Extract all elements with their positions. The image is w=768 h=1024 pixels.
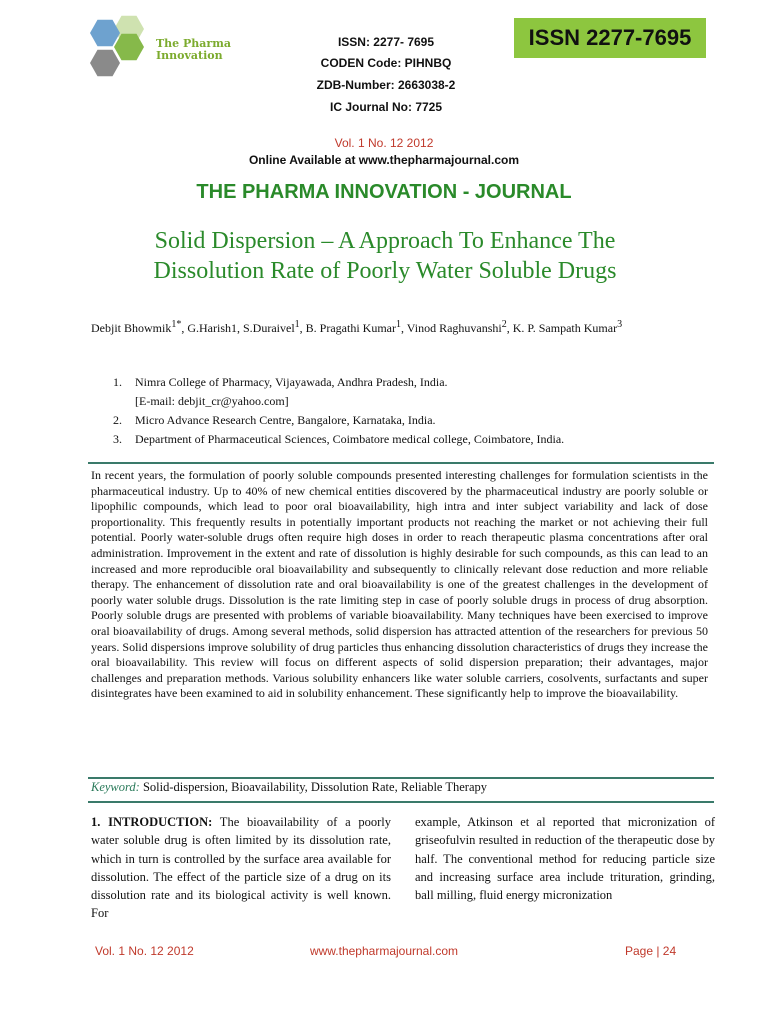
online-availability: Online Available at www.thepharmajournal.com bbox=[248, 153, 520, 167]
affiliation-num: 1. bbox=[113, 375, 122, 389]
affiliation-list bbox=[113, 373, 673, 449]
author-sup: 2 bbox=[501, 319, 507, 330]
footer-url[interactable]: www.thepharmajournal.com bbox=[309, 944, 459, 958]
paper-title-line1: Solid Dispersion – A Approach To Enhance The bbox=[154, 228, 616, 254]
author-sup: 3 bbox=[617, 319, 623, 330]
ic-line: IC Journal No: 7725 bbox=[329, 100, 443, 114]
logo-hex bbox=[90, 18, 120, 48]
author-list bbox=[91, 316, 691, 337]
abstract-bottom-rule bbox=[88, 777, 714, 779]
keywords bbox=[91, 780, 487, 795]
logo-name-line1: The Pharma bbox=[156, 37, 231, 50]
affiliation-item bbox=[113, 392, 673, 411]
journal-title: THE PHARMA INNOVATION - JOURNAL bbox=[196, 181, 572, 203]
affiliation-item bbox=[113, 430, 673, 449]
volume-line: Vol. 1 No. 12 2012 bbox=[334, 136, 434, 150]
author-sup: 1 bbox=[396, 319, 401, 330]
author-sup: 1 bbox=[294, 319, 300, 330]
intro-heading: 1. INTRODUCTION: bbox=[91, 815, 213, 829]
intro-left-column bbox=[91, 813, 391, 923]
affiliation-num: 2. bbox=[113, 413, 122, 427]
intro-left-text: The bioavailability of a poorly water soluble drug is often limited by its dissolution rate, which in turn is controlled by the surface area available for dissolution. The effect of the particle size of a drug on its dissolution rate and its biological activity is well known. For bbox=[91, 815, 391, 921]
keyword-label: Keyword: bbox=[91, 780, 140, 794]
logo-name-line2: Innovation bbox=[156, 49, 223, 62]
affiliation-item bbox=[113, 373, 673, 392]
keyword-list: Solid-dispersion, Bioavailability, Dissolution Rate, Reliable Therapy bbox=[142, 780, 488, 794]
zdb-line: ZDB-Number: 2663038-2 bbox=[316, 78, 456, 92]
author-name: , B. Pragathi Kumar bbox=[299, 321, 396, 335]
affiliation-text: Micro Advance Research Centre, Bangalore, Karnataka, India. bbox=[135, 413, 436, 427]
intro-right-column bbox=[415, 813, 715, 904]
coden-line: CODEN Code: PIHNBQ bbox=[320, 56, 452, 70]
affiliation-item bbox=[113, 411, 673, 430]
logo-name bbox=[156, 38, 231, 62]
affiliation-text: Department of Pharmaceutical Sciences, Coimbatore medical college, Coimbatore, India. bbox=[135, 432, 565, 446]
affiliation-num bbox=[113, 392, 135, 411]
affiliation-email: [E-mail: debjit_cr@yahoo.com] bbox=[135, 394, 289, 408]
affiliation-text: Nimra College of Pharmacy, Vijayawada, Andhra Pradesh, India. bbox=[135, 375, 448, 389]
footer-page: Page | 24 bbox=[625, 944, 677, 958]
paper-title bbox=[90, 226, 680, 286]
intro-right-text: example, Atkinson et al reported that micronization of griseofulvin resulted in reduction of the therapeutic dose by half. The conventional method for reducing particle size and increasing surface area include trituration, grinding, ball milling, fluid energy micronization bbox=[415, 815, 715, 903]
author-name: , G.Harish1, S.Duraivel bbox=[181, 321, 295, 335]
issn-line: ISSN: 2277- 7695 bbox=[337, 35, 435, 49]
keywords-rule bbox=[88, 801, 714, 803]
logo-hex bbox=[90, 48, 120, 78]
journal-logo bbox=[86, 16, 236, 86]
author-name: , K. P. Sampath Kumar bbox=[506, 321, 618, 335]
footer-volume: Vol. 1 No. 12 2012 bbox=[95, 944, 194, 958]
abstract-top-rule bbox=[88, 462, 714, 464]
issn-badge: ISSN 2277-7695 bbox=[514, 18, 706, 58]
affiliation-num: 3. bbox=[113, 432, 122, 446]
abstract: In recent years, the formulation of poorly soluble compounds presented interesting challenges for formulation scientists in the pharmaceutical industry. Up to 40% of new chemical entities discovered by the pharmaceutical industry are poorly soluble or lipophilic compounds, which lead to poor oral bioavailability, high intra and inter subject variability and lack of dose proportionality. This frequently results in potentially important products not reaching the market or not achieving their full potential. Poorly water-soluble drugs often require high doses in order to reach therapeutic plasma concentrations after oral administration. Improvement in the extent and rate of dissolution is highly desirable for such compounds, as this can lead to an increased and more reproducible oral bioavailability and subsequently to clinically relevant dose reduction and more reliable therapy. The enhancement of dissolution rate and oral bioavailability is one of the greatest challenges in the development of poorly water soluble drugs. Dissolution is the rate limiting step in case of poorly soluble drugs in process of drug absorption. Poorly soluble drugs are presented with problems of variable bioavailability. Many techniques have been exercised to improve oral bioavailability of drugs. Among several methods, solid dispersion has attracted attention of the researchers for previous 50 years. Solid dispersions improve solubility of drug particles thus enhancing dissolution characteristics of drugs they increase the oral bioavailability. This review will focus on different aspects of solid dispersion preparation; their advantages, major challenges and preparation methods. Various solubility enhancers like water soluble carriers, cosolvents, surfactants and super disintegrates have been examined to aid in solubility enhancement. These significantly help to improve the bioavailability. bbox=[91, 468, 708, 701]
author-name: , Vinod Raghuvanshi bbox=[401, 321, 502, 335]
paper-title-line2: Dissolution Rate of Poorly Water Soluble Drugs bbox=[153, 258, 617, 284]
author-sup: 1* bbox=[171, 319, 182, 330]
author-name: Debjit Bhowmik bbox=[91, 321, 172, 335]
